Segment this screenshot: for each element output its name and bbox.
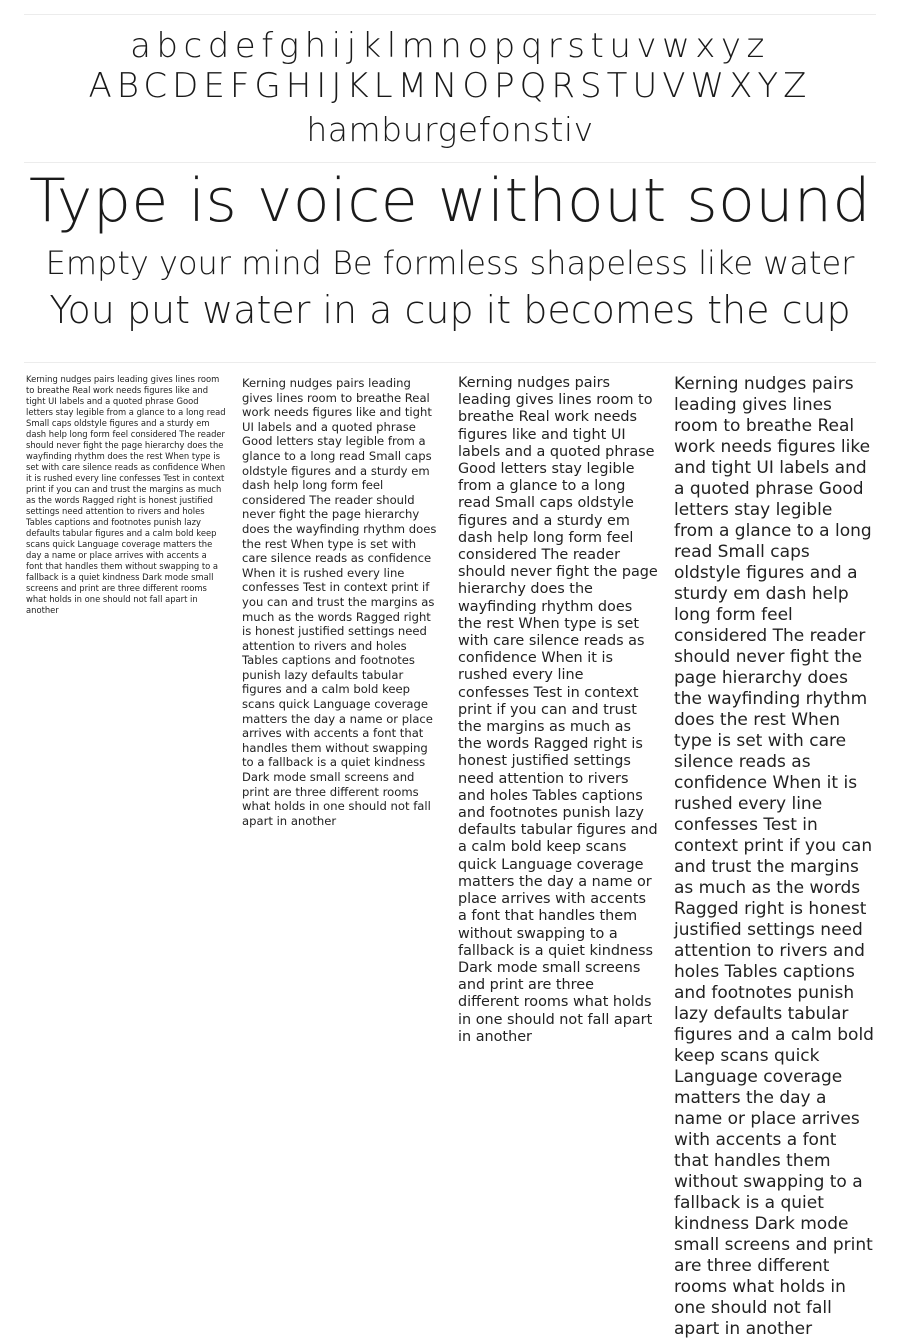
top-divider xyxy=(24,14,876,15)
alphabet-lowercase: abcdefghijklmnopqrstuvwxyz xyxy=(130,26,770,66)
text-column-small: Kerning nudges pairs leading gives lines room to breathe Real work needs figures like and tight UI labels and a quoted phrase Good letters stay legible from a glance to a long read Small caps oldstyle figures and a sturdy em dash help long form feel considered The reader should never fight the page hierarchy does the wayfinding rhythm does the rest When type is set with care silence reads as confidence When it is rushed every line confesses Test in context print if you can and trust the margins as much as the words Ragged right is honest justified settings need attention to rivers and holes Tables captions and footnotes punish lazy defaults tabular figures and a calm bold keep scans quick Language coverage matters the day a name or place arrives with accents a font that handles them without swapping to a fallback is a quiet kindness Dark mode small screens and print are three different rooms what holds in one should not fall apart in another xyxy=(242,376,437,828)
specimen-divider xyxy=(24,162,876,163)
display-line-3: You put water in a cup it becomes the cup xyxy=(49,288,851,332)
display-divider xyxy=(24,362,876,363)
display-line-2: Empty your mind Be formless shapeless like water xyxy=(45,244,855,282)
sample-word: hamburgefonstiv xyxy=(306,110,594,149)
text-column-medium: Kerning nudges pairs leading gives lines room to breathe Real work needs figures like and tight UI labels and a quoted phrase Good letters stay legible from a glance to a long read Small caps oldstyle figures and a sturdy em dash help long form feel considered The reader should never fight the page hierarchy does the wayfinding rhythm does the rest When type is set with care silence reads as confidence When it is rushed every line confesses Test in context print if you can and trust the margins as much as the words Ragged right is honest justified settings need attention to rivers and holes Tables captions and footnotes punish lazy defaults tabular figures and a calm bold keep scans quick Language coverage matters the day a name or place arrives with accents a font that handles them without swapping to a fallback is a quiet kindness Dark mode small screens and print are three different rooms what holds in one should not fall apart in another xyxy=(458,375,658,1045)
text-column-large: Kerning nudges pairs leading gives lines room to breathe Real work needs figures like and tight UI labels and a quoted phrase Good letters stay legible from a glance to a long read Small caps oldstyle figures and a sturdy em dash help long form feel considered The reader should never fight the page hierarchy does the wayfinding rhythm does the rest When type is set with care silence reads as confidence When it is rushed every line confesses Test in context print if you can and trust the margins as much as the words Ragged right is honest justified settings need attention to rivers and holes Tables captions and footnotes punish lazy defaults tabular figures and a calm bold keep scans quick Language coverage matters the day a name or place arrives with accents a font that handles them without swapping to a fallback is a quiet kindness Dark mode small screens and print are three different rooms what holds in one should not fall apart in another xyxy=(674,374,874,1339)
display-headline: Type is voice without sound xyxy=(29,166,871,236)
alphabet-uppercase: ABCDEFGHIJKLMNOPQRSTUVWXYZ xyxy=(88,66,812,106)
text-column-xsmall: Kerning nudges pairs leading gives lines room to breathe Real work needs figures like and tight UI labels and a quoted phrase Good letters stay legible from a glance to a long read Small caps oldstyle figures and a sturdy em dash help long form feel considered The reader should never fight the page hierarchy does the wayfinding rhythm does the rest When type is set with care silence reads as confidence When it is rushed every line confesses Test in context print if you can and trust the margins as much as the words Ragged right is honest justified settings need attention to rivers and holes Tables captions and footnotes punish lazy defaults tabular figures and a calm bold keep scans quick Language coverage matters the day a name or place arrives with accents a font that handles them without swapping to a fallback is a quiet kindness Dark mode small screens and print are three different rooms what holds in one should not fall apart in another xyxy=(26,374,226,615)
